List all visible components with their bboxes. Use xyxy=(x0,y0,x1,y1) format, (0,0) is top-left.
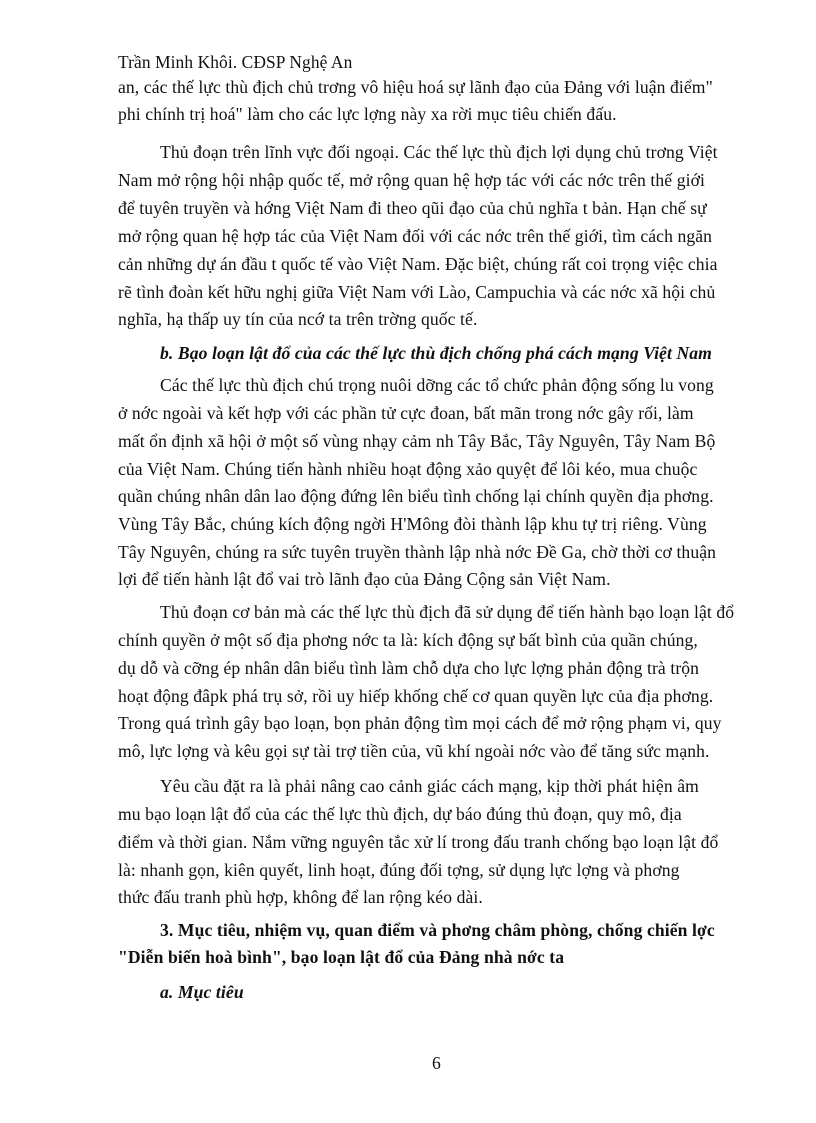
text-line: lợi để tiến hành lật đổ vai trò lãnh đạo của Đảng Cộng sản Việt Nam. xyxy=(118,569,611,589)
text-line: phi chính trị hoá" làm cho các lực lợng này xa rời mục tiêu chiến đấu. xyxy=(118,104,617,124)
text-line: ở nớc ngoài và kết hợp với các phần tử cực đoan, bất mãn trong nớc gây rối, làm xyxy=(118,403,694,423)
subsection-heading-a: a. Mục tiêu xyxy=(160,982,244,1002)
text-line: Tây Nguyên, chúng ra sức tuyên truyền thành lập nhà nớc Đề Ga, chờ thời cơ thuận xyxy=(118,542,717,562)
text-line: nghĩa, hạ thấp uy tín của ncớ ta trên trờng quốc tế. xyxy=(118,309,478,329)
text-line: mô, lực lợng và kêu gọi sự tài trợ tiền của, vũ khí ngoài nớc vào để tăng sức mạnh. xyxy=(118,741,710,761)
paragraph-start: Yêu cầu đặt ra là phải nâng cao cảnh giác cách mạng, kịp thời phát hiện âm xyxy=(160,776,699,796)
text-line: mất ổn định xã hội ở một số vùng nhạy cảm nh Tây Bắc, Tây Nguyên, Tây Nam Bộ xyxy=(118,431,716,451)
text-line: rẽ tình đoàn kết hữu nghị giữa Việt Nam với Lào, Campuchia và các nớc xã hội chủ xyxy=(118,282,716,302)
text-line: cản những dự án đầu t quốc tế vào Việt Nam. Đặc biệt, chúng rất coi trọng việc chia xyxy=(118,254,718,274)
text-line: thức đấu tranh phù hợp, không để lan rộng kéo dài. xyxy=(118,887,483,907)
text-line: của Việt Nam. Chúng tiến hành nhiều hoạt động xảo quyệt để lôi kéo, mua chuộc xyxy=(118,459,698,479)
text-line: mở rộng quan hệ hợp tác của Việt Nam đối với các nớc trên thế giới, tìm cách ngăn xyxy=(118,226,713,246)
text-line: chính quyền ở một số địa phơng nớc ta là: kích động sự bất bình của quần chúng, xyxy=(118,630,698,650)
text-line: là: nhanh gọn, kiên quyết, linh hoạt, đúng đối tợng, sử dụng lực lợng và phơng xyxy=(118,860,680,880)
section-heading-b: b. Bạo loạn lật đổ của các thế lực thù địch chống phá cách mạng Việt Nam xyxy=(160,343,712,363)
text-line: mu bạo loạn lật đổ của các thế lực thù địch, dự báo đúng thủ đoạn, quy mô, địa xyxy=(118,804,682,824)
text-line: an, các thế lực thù địch chủ trơng vô hiệu hoá sự lãnh đạo của Đảng với luận điểm" xyxy=(118,77,713,97)
text-line: điểm và thời gian. Nắm vững nguyên tắc xử lí trong đấu tranh chống bạo loạn lật đổ xyxy=(118,832,719,852)
text-line: Trong quá trình gây bạo loạn, bọn phản động tìm mọi cách để mở rộng phạm vi, quy xyxy=(118,713,722,733)
text-line: dụ dỗ và cỡng ép nhân dân biểu tình làm chỗ dựa cho lực lợng phản động trà trộn xyxy=(118,658,700,678)
paragraph-start: Thủ đoạn trên lĩnh vực đối ngoại. Các thế lực thù địch lợi dụng chủ trơng Việt xyxy=(160,142,718,162)
page-header: Trần Minh Khôi. CĐSP Nghệ An xyxy=(118,52,353,72)
text-line: quần chúng nhân dân lao động đứng lên biểu tình chống lại chính quyền địa phơng. xyxy=(118,486,714,506)
text-line: để tuyên truyền và hớng Việt Nam đi theo qũi đạo của chủ nghĩa t bản. Hạn chế sự xyxy=(118,198,707,218)
paragraph-start: Thủ đoạn cơ bản mà các thế lực thù địch đã sử dụng để tiến hành bạo loạn lật đổ xyxy=(160,602,735,622)
text-line: Nam mở rộng hội nhập quốc tế, mở rộng quan hệ hợp tác với các nớc trên thế giới xyxy=(118,170,705,190)
section-heading-3: 3. Mục tiêu, nhiệm vụ, quan điểm và phơng châm phòng, chống chiến lợc xyxy=(160,920,715,940)
page-number: 6 xyxy=(432,1053,441,1073)
text-line: Vùng Tây Bắc, chúng kích động ngời H'Mông đòi thành lập khu tự trị riêng. Vùng xyxy=(118,514,707,534)
section-heading-3-cont: "Diễn biến hoà bình", bạo loạn lật đổ của Đảng nhà nớc ta xyxy=(118,947,565,967)
paragraph-start: Các thế lực thù địch chú trọng nuôi dỡng các tổ chức phản động sống lu vong xyxy=(160,375,714,395)
text-line: hoạt động đâpk phá trụ sở, rồi uy hiếp khống chế cơ quan quyền lực của địa phơng. xyxy=(118,686,714,706)
